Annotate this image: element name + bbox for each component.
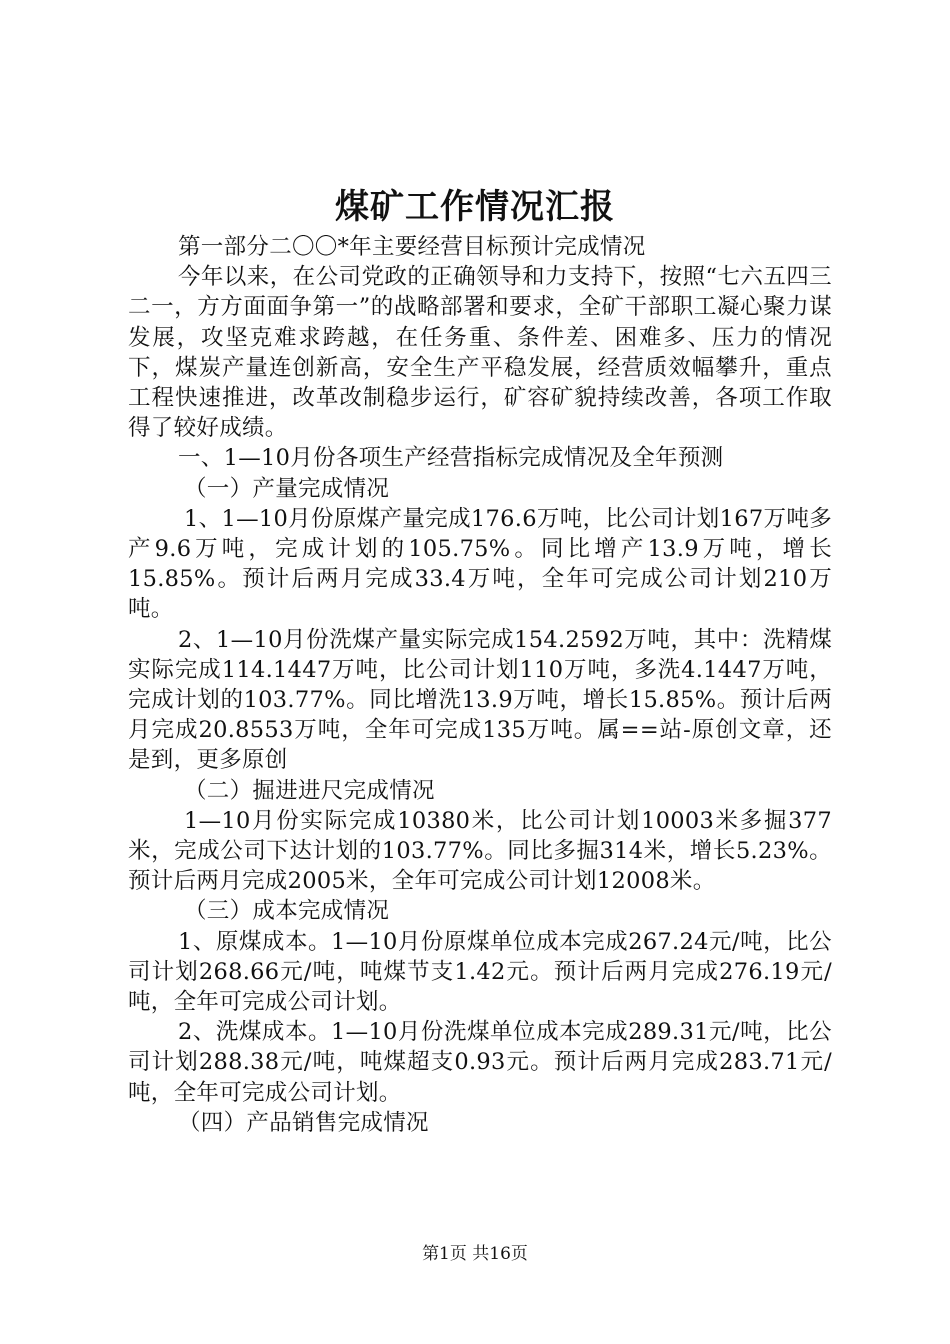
subsection-heading-output: （一）产量完成情况 [184, 475, 390, 502]
document-body [128, 232, 832, 1138]
subsection-heading-sales: （四）产品销售完成情况 [178, 1109, 429, 1136]
paragraph-excavation: 1—10月份实际完成10380米，比公司计划10003米多掘377米，完成公司下达计划的103.77%。同比多掘314米，增长5.23%。预计后两月完成2005米，全年可完成公司计划12008米。 [128, 807, 832, 895]
paragraph-raw-coal: 1、1—10月份原煤产量完成176.6万吨，比公司计划167万吨多产9.6万吨，完成计划的105.75%。同比增产13.9万吨，增长15.85%。预计后两月完成33.4万吨，全年可完成公司计划210万吨。 [128, 505, 832, 623]
page-footer: 第1页 共16页 [422, 1244, 528, 1264]
part-heading: 第一部分二〇〇*年主要经营目标预计完成情况 [178, 234, 646, 260]
paragraph-raw-coal-cost: 1、原煤成本。1—10月份原煤单位成本完成267.24元/吨，比公司计划268.66元/吨，吨煤节支1.42元。预计后两月完成276.19元/吨，全年可完成公司计划。 [128, 928, 832, 1016]
paragraph-washed-coal: 2、1—10月份洗煤产量实际完成154.2592万吨，其中：洗精煤实际完成114.1447万吨，比公司计划110万吨，多洗4.1447万吨，完成计划的103.77%。同比增洗13.9万吨，增长15.85%。预计后两月完成20.8553万吨，全年可完成135万吨。属==站-原创文章，还是到，更多原创 [128, 626, 832, 774]
intro-paragraph: 今年以来，在公司党政的正确领导和力支持下，按照“七六五四三二一，方方面面争第一”的战略部署和要求，全矿干部职工凝心聚力谋发展，攻坚克难求跨越，在任务重、条件差、困难多、压力的情况下，煤炭产量连创新高，安全生产平稳发展，经营质效幅攀升，重点工程快速推进，改革改制稳步运行，矿容矿貌持续改善，各项工作取得了较好成绩。 [128, 264, 832, 442]
subsection-heading-excavation: （二）掘进进尺完成情况 [184, 777, 435, 804]
subsection-heading-cost: （三）成本完成情况 [184, 898, 390, 925]
document-title: 煤矿工作情况汇报 [335, 187, 615, 227]
section-heading: 一、1—10月份各项生产经营指标完成情况及全年预测 [178, 445, 724, 472]
paragraph-washed-coal-cost: 2、洗煤成本。1—10月份洗煤单位成本完成289.31元/吨，比公司计划288.38元/吨，吨煤超支0.93元。预计后两月完成283.71元/吨，全年可完成公司计划。 [128, 1019, 832, 1106]
